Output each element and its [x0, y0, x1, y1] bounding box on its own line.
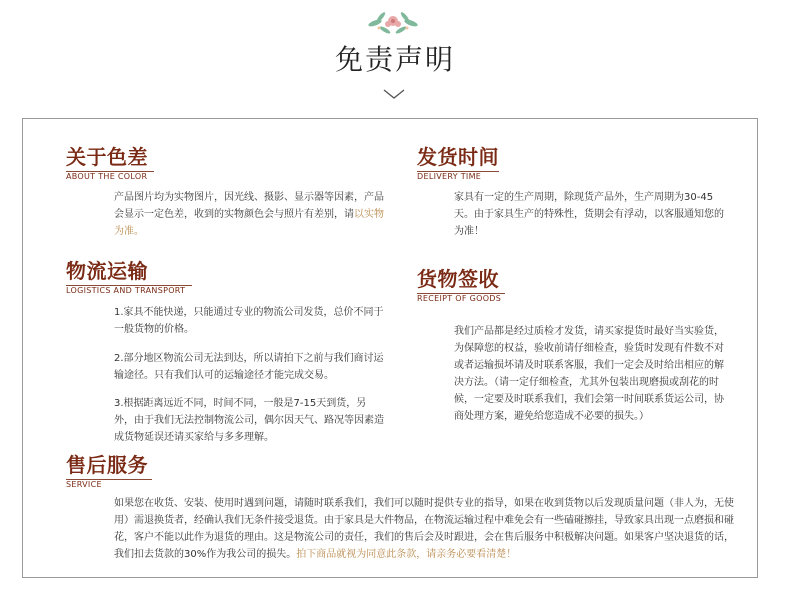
section-title: 发货时间 [417, 145, 499, 169]
section-subtitle: DELIVERY TIME [417, 172, 482, 181]
section-title: 售后服务 [66, 453, 148, 477]
section-title: 关于色差 [66, 145, 148, 169]
logistics-point-1: 1.家具不能快递，只能通过专业的物流公司发货，总价不同于一般货物的价格。 [114, 307, 384, 335]
section-subtitle: SERVICE [66, 480, 102, 489]
section-title: 物流运输 [66, 259, 148, 283]
section-body: 我们产品都是经过质检才发货，请买家提货时最好当实验货，为保障您的权益，验收前请仔细检查，验货时发现有件数不对或者运输损坏请及时联系客服，我们一定会及时给出相应的解决方法。（请一定仔细检查，尤其外包装出现磨损或刮花的时候，一定要及时联系我们，我们会第一时间联系货运公司，协商处理方案，避免给您造成不必要的损失。） [454, 326, 724, 422]
chevron-down-icon [382, 88, 406, 100]
body-text: 产品图片均为实物图片，因光线、摄影、显示器等因素，产品会显示一定色差，收到的实物颜色会与照片有差别，请 [114, 192, 384, 220]
section-title: 货物签收 [417, 267, 499, 291]
section-body: 家具有一定的生产周期，除现货产品外，生产周期为30-45天。由于家具生产的特殊性，货期会有浮动，以客服通知您的为准！ [454, 192, 724, 237]
section-subtitle: ABOUT THE COLOR [66, 172, 148, 181]
section-subtitle: RECEIPT OF GOODS [417, 294, 502, 303]
section-body [114, 495, 734, 563]
body-highlight: 拍下商品就视为同意此条款，请亲务必要看清楚！ [296, 549, 517, 560]
body-text: 如果您在收货、安装、使用时遇到问题，请随时联系我们，我们可以随时提供专业的指导，如果在收到货物以后发现质量问题（非人为，无使用）需退换货者，经确认我们无条件接受退货。由于家具是大件物品，在物流运输过程中难免会有一些磕碰擦挂，导致家具出现一点磨损和碰花，客户不能以此作为退货的理由。这是物流公司的责任，我们的售后会及时跟进，会在售后服务中积极解决问题。如果客户坚决退货的话，我们扣去货款的30%作为我公司的损失。 [114, 498, 734, 560]
floral-ornament-icon [365, 8, 421, 38]
page-title: 免责声明 [334, 43, 455, 76]
logistics-point-3: 3.根据距离远近不同，时间不同，一般是7-15天到货，另外，由于我们无法控制物流公司，偶尔因天气、路况等因素造成货物延误还请买家给与多多理解。 [114, 398, 384, 443]
section-subtitle: LOGISTICS AND TRANSPORT [66, 286, 186, 295]
section-body [114, 189, 386, 240]
disclaimer-panel [22, 118, 758, 578]
logistics-point-2: 2.部分地区物流公司无法到达，所以请拍下之前与我们商讨运输途径。只有我们认可的运输途径才能完成交易。 [114, 353, 384, 381]
body-highlight: 以实物为准。 [114, 209, 384, 237]
